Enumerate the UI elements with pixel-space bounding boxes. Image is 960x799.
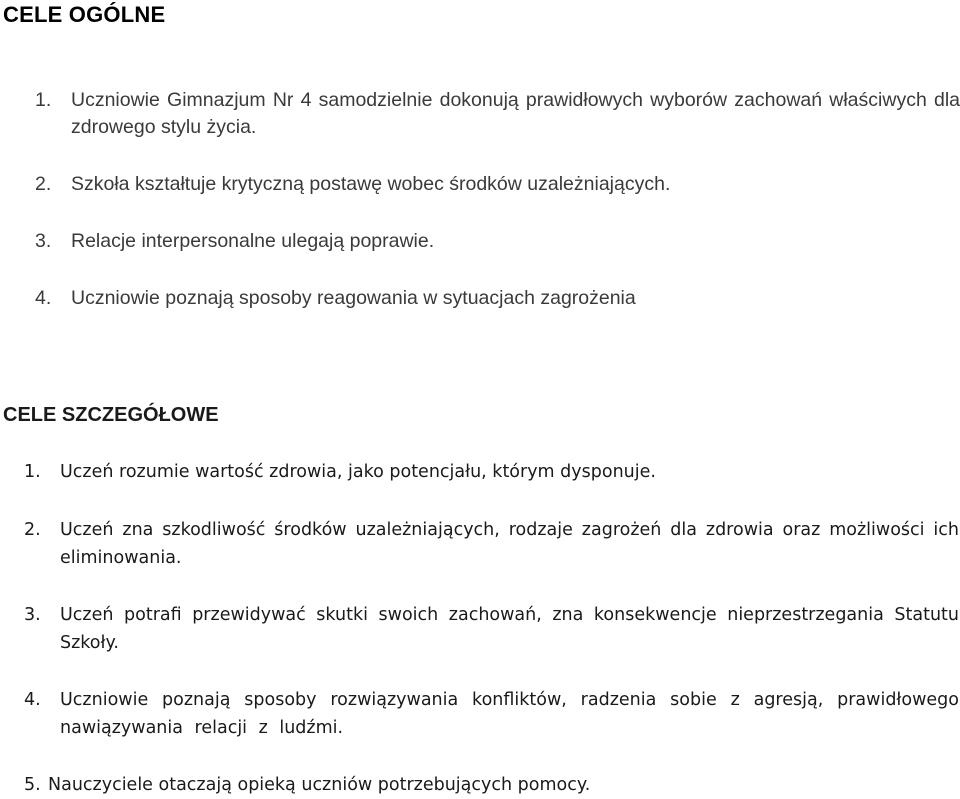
general-goal-number: 3. bbox=[35, 230, 52, 252]
specific-goal-item bbox=[24, 516, 959, 572]
general-goal-text: Szkoła kształtuje krytyczną postawę wobec środków uzależniających. bbox=[71, 173, 671, 195]
specific-goal-text: Uczniowie poznają sposoby rozwiązywania konfliktów, radzenia sobie z agresją, prawidłowego nawiązywania relacji z ludźmi. bbox=[60, 690, 959, 738]
general-goal-text: Uczniowie Gimnazjum Nr 4 samodzielnie dokonują prawidłowych wyborów zachowań właściwych dla zdrowego stylu życia. bbox=[71, 89, 960, 138]
specific-goal-number: 1. bbox=[24, 462, 41, 482]
general-goal-item bbox=[35, 228, 960, 255]
general-goal-text: Relacje interpersonalne ulegają poprawie. bbox=[71, 230, 435, 252]
specific-goal-number: 5. bbox=[24, 775, 41, 795]
general-goal-number: 4. bbox=[35, 287, 52, 309]
general-goal-text: Uczniowie poznają sposoby reagowania w sytuacjach zagrożenia bbox=[71, 287, 636, 309]
specific-goal-number: 2. bbox=[24, 520, 41, 540]
general-goal-number: 1. bbox=[35, 89, 52, 111]
specific-goal-text: Uczeń rozumie wartość zdrowia, jako potencjału, którym dysponuje. bbox=[60, 462, 656, 482]
specific-goal-item bbox=[24, 601, 959, 657]
specific-goal-text: Nauczyciele otaczają opieką uczniów potrzebujących pomocy. bbox=[48, 775, 591, 795]
specific-goal-number: 3. bbox=[24, 605, 41, 625]
general-goal-item bbox=[35, 87, 960, 141]
general-goal-number: 2. bbox=[35, 173, 52, 195]
specific-goal-text: Uczeń potrafi przewidywać skutki swoich zachowań, zna konsekwencje nieprzestrzegania Statutu Szkoły. bbox=[60, 605, 959, 653]
general-goal-item bbox=[35, 285, 960, 312]
specific-goal-item bbox=[24, 686, 959, 742]
specific-goal-text: Uczeń zna szkodliwość środków uzależniających, rodzaje zagrożeń dla zdrowia oraz możliwości ich eliminowania. bbox=[60, 520, 959, 568]
specific-goal-item bbox=[24, 458, 959, 486]
specific-goal-item bbox=[24, 771, 959, 799]
specific-goal-number: 4. bbox=[24, 690, 41, 710]
specific-goals-heading: CELE SZCZEGÓŁOWE bbox=[3, 404, 219, 426]
general-goals-heading: CELE OGÓLNE bbox=[3, 2, 166, 27]
general-goal-item bbox=[35, 171, 960, 198]
